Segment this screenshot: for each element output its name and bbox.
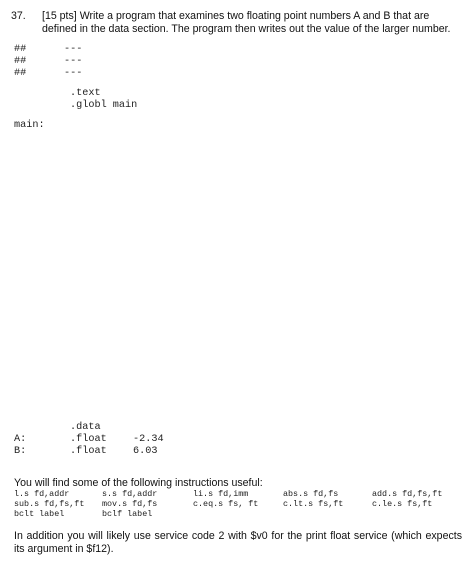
- instruction-abs-s: abs.s fd,fs: [283, 489, 339, 499]
- comment-value-3: ---: [64, 68, 83, 79]
- instruction-s-s: s.s fd,addr: [102, 489, 158, 499]
- instruction-c-le-s: c.le.s fs,ft: [372, 499, 433, 509]
- comment-value-1: ---: [64, 44, 83, 55]
- instruction-mov-s: mov.s fd,fs: [102, 499, 158, 509]
- text-directive: .text: [70, 88, 101, 99]
- data-directive: .data: [70, 422, 101, 433]
- instruction-bclf: bclf label: [102, 509, 153, 519]
- instruction-l-s: l.s fd,addr: [14, 489, 70, 499]
- globl-directive: .globl main: [70, 100, 138, 111]
- float-directive-a: .float: [70, 434, 107, 445]
- instruction-c-eq-s: c.eq.s fs, ft: [193, 499, 259, 509]
- instruction-sub-s: sub.s fd,fs,ft: [14, 499, 85, 509]
- instruction-li-s: li.s fd,imm: [193, 489, 249, 499]
- comment-mark-1: ##: [14, 44, 27, 55]
- footer-note: In addition you will likely use service code 2 with $v0 for the print float service (which expects its argument in $f12).: [14, 530, 462, 555]
- value-a: -2.34: [133, 434, 164, 445]
- comment-mark-3: ##: [14, 68, 27, 79]
- question-text: [15 pts] Write a program that examines two floating point numbers A and B that are defined in the data section. The program then writes out the value of the larger number.: [42, 10, 451, 35]
- value-b: 6.03: [133, 446, 158, 457]
- comment-mark-2: ##: [14, 56, 27, 67]
- label-b: B:: [14, 446, 27, 457]
- instruction-add-s: add.s fd,fs,ft: [372, 489, 443, 499]
- main-label: main:: [14, 120, 45, 131]
- float-directive-b: .float: [70, 446, 107, 457]
- label-a: A:: [14, 434, 27, 445]
- comment-value-2: ---: [64, 56, 83, 67]
- instruction-bclt: bclt label: [14, 509, 65, 519]
- question-number: 37.: [11, 10, 26, 22]
- instruction-c-lt-s: c.lt.s fs,ft: [283, 499, 344, 509]
- instructions-intro: You will find some of the following instructions useful:: [14, 477, 263, 489]
